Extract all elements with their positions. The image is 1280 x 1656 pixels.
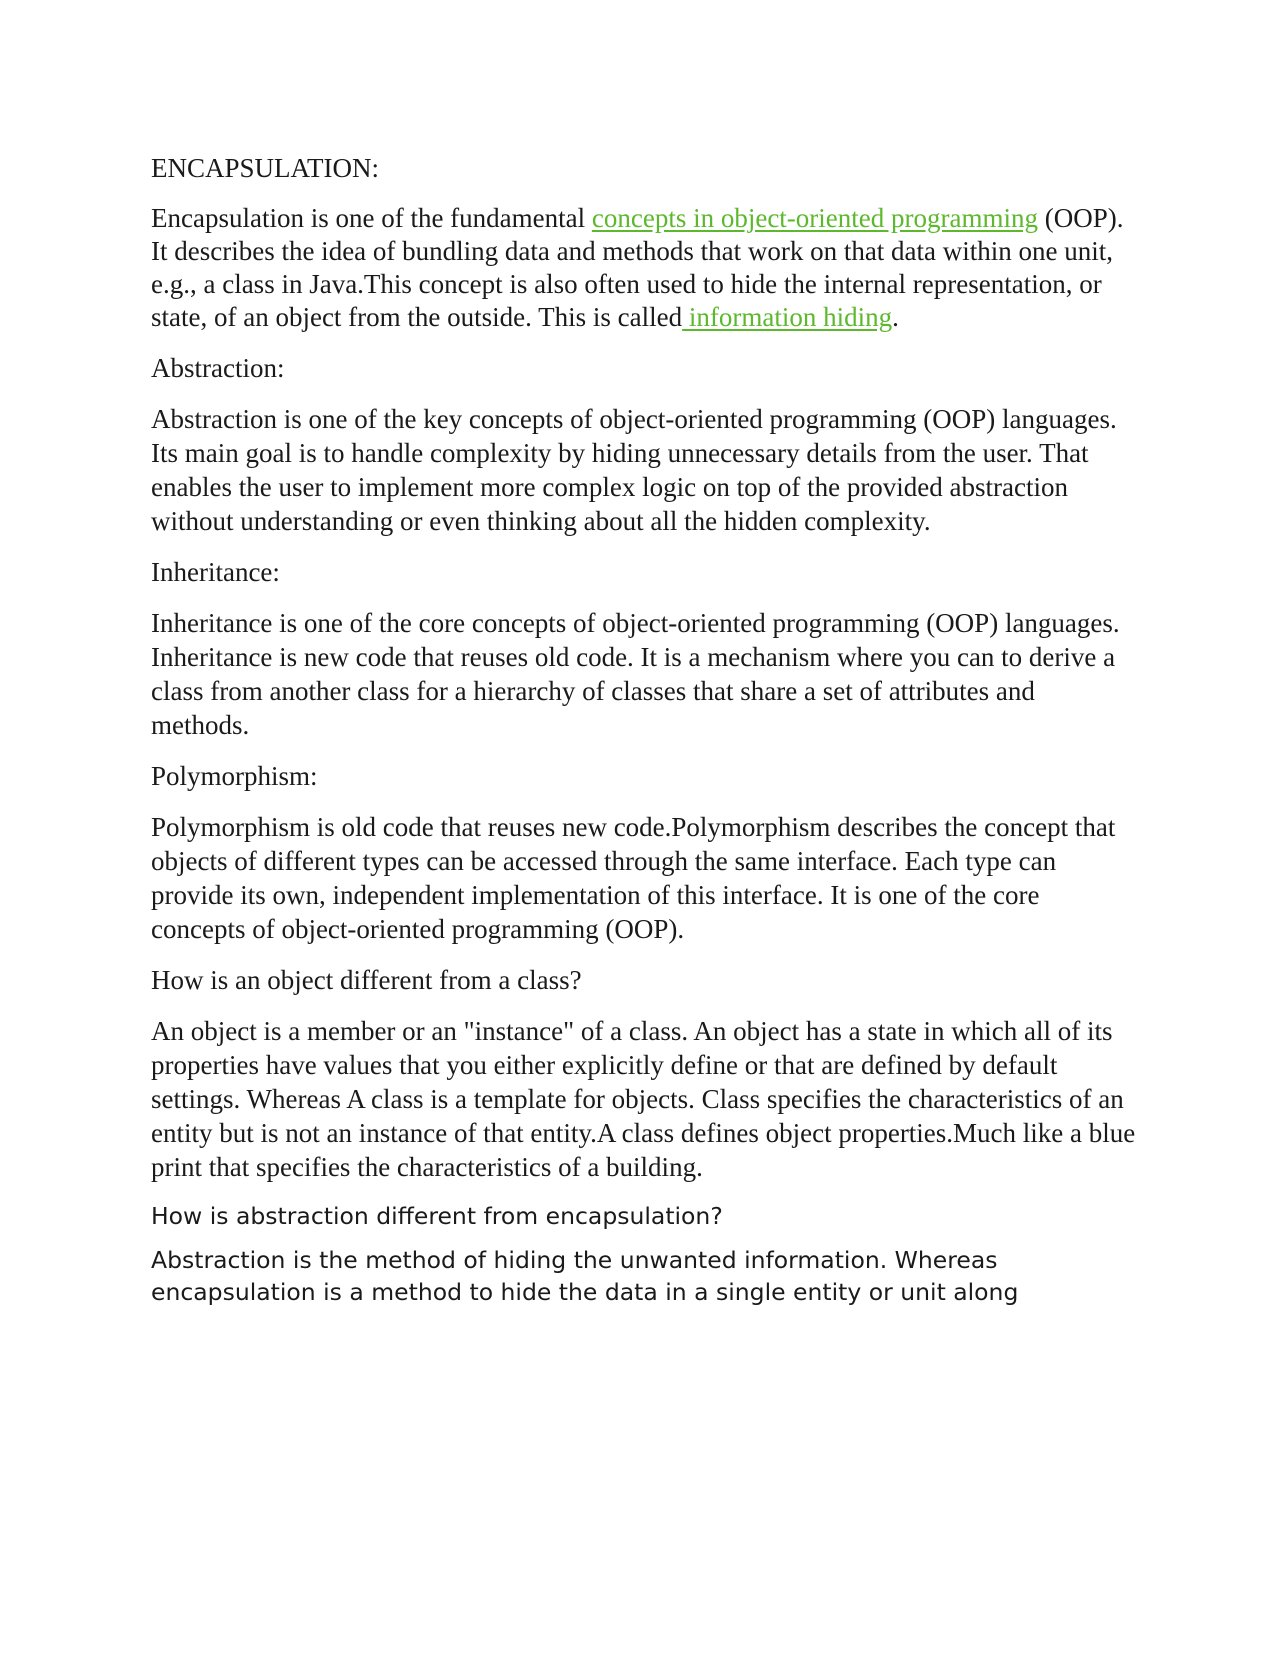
encapsulation-text-2: (OOP). It describes the idea of bundling data and methods that work on that data within one unit, e.g., a class in Java.This concept is also often used to hide the internal representation, or state, of an object from the outside. This is called [151,203,1124,332]
abstraction-vs-encapsulation-paragraph: Abstraction is the method of hiding the unwanted information. Whereas encapsulation is a method to hide the data in a single entity or unit along [151,1246,1019,1306]
encapsulation-heading: ENCAPSULATION: [151,153,380,183]
inheritance-paragraph: Inheritance is one of the core concepts of object-oriented programming (OOP) languages. Inheritance is new code that reuses old code. It is a mechanism where you can to derive a class from another class for a hierarchy of classes that share a set of attributes and methods. [151,608,1120,740]
abstraction-heading: Abstraction: [151,353,285,383]
abstraction-vs-encapsulation-heading: How is abstraction different from encapsulation? [151,1202,723,1230]
information-hiding-link[interactable]: information hiding [682,302,893,332]
encapsulation-text-3: . [892,302,899,332]
inheritance-heading: Inheritance: [151,557,280,587]
encapsulation-paragraph [151,202,1136,334]
polymorphism-paragraph: Polymorphism is old code that reuses new code.Polymorphism describes the concept that objects of different types can be accessed through the same interface. Each type can provide its own, independent implementation of this interface. It is one of the core concepts of object-oriented programming (OOP). [151,812,1116,944]
encapsulation-text-1: Encapsulation is one of the fundamental [151,203,592,233]
document-content [151,150,1136,1324]
abstraction-paragraph: Abstraction is one of the key concepts of object-oriented programming (OOP) languages. Its main goal is to handle complexity by hiding unnecessary details from the user. That enables the user to implement more complex logic on top of the provided abstraction without understanding or even thinking about all the hidden complexity. [151,404,1117,536]
object-vs-class-paragraph: An object is a member or an "instance" of a class. An object has a state in which all of its properties have values that you either explicitly define or that are defined by default settings. Whereas A class is a template for objects. Class specifies the characteristics of an entity but is not an instance of that entity.A class defines object properties.Much like a blue print that specifies the characteristics of a building. [151,1016,1136,1182]
oop-concepts-link[interactable]: concepts in object-oriented programming [591,203,1038,233]
object-vs-class-heading: How is an object different from a class? [151,965,582,995]
polymorphism-heading: Polymorphism: [151,761,318,791]
